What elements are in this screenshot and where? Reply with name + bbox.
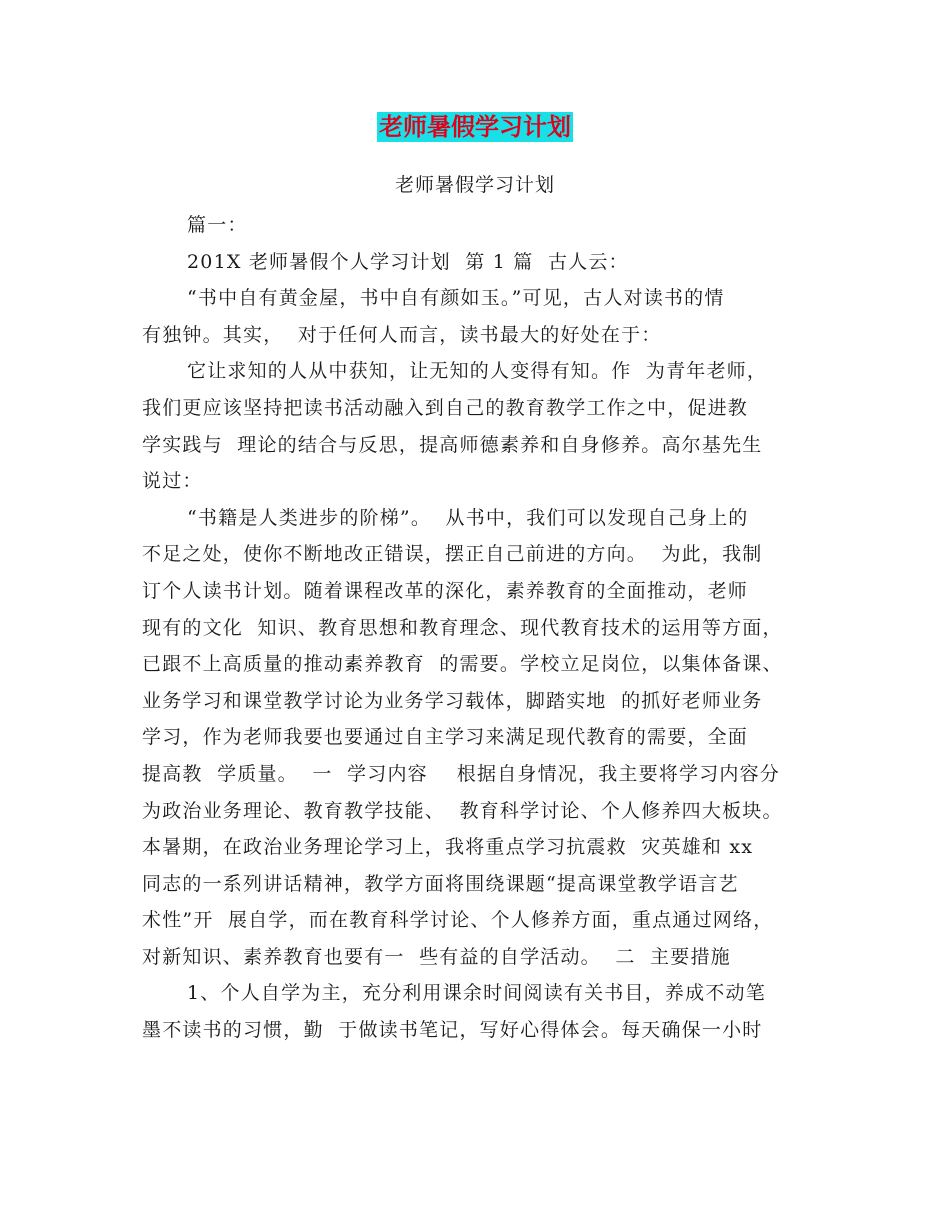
body-line: 为政治业务理论、教育教学技能、 教育科学讨论、个人修养四大板块。 <box>142 799 783 822</box>
body-line: 它让求知的人从中获知，让无知的人变得有知。作 为青年老师， <box>187 360 768 383</box>
body-line: 201X 老师暑假个人学习计划 第 1 篇 古人云： <box>187 250 629 273</box>
body-line: 订个人读书计划。随着课程改革的深化，素养教育的全面推动，老师 <box>142 579 749 602</box>
body-line: 现有的文化 知识、教育思想和教育理念、现代教育技术的运用等方面， <box>142 616 783 639</box>
body-line: 篇一： <box>187 214 248 236</box>
body-line: 学习，作为老师我要也要通过自主学习来满足现代教育的需要，全面 <box>142 726 749 749</box>
document-title: 老师暑假学习计划 <box>379 113 571 141</box>
document-subtitle: 老师暑假学习计划 <box>394 174 555 196</box>
body-line: 墨不读书的习惯，勤 于做读书笔记，写好心得体会。每天确保一小时 <box>142 1019 763 1042</box>
body-line: 已跟不上高质量的推动素养教育 的需要。学校立足岗位，以集体备课、 <box>142 653 783 676</box>
title-container <box>0 112 950 142</box>
body-line: 1、个人自学为主，充分利用课余时间阅读有关书目，养成不动笔 <box>187 982 766 1005</box>
body-line: 提高教 学质量。 一 学习内容 根据自身情况，我主要将学习内容分 <box>142 762 780 785</box>
body-line: “书中自有黄金屋，书中自有颜如玉。”可见，古人对读书的情 <box>187 287 725 310</box>
body-line: 说过： <box>142 470 203 493</box>
body-line: 术性”开 展自学，而在教育科学讨论、个人修养方面，重点通过网络， <box>142 909 774 932</box>
body-line: “书籍是人类进步的阶梯”。 从书中，我们可以发现自己身上的 <box>187 506 749 529</box>
document-body <box>142 207 822 1049</box>
body-line: 我们更应该坚持把读书活动融入到自己的教育教学工作之中，促进教 <box>142 396 749 419</box>
body-line: 业务学习和课堂教学讨论为业务学习载体，脚踏实地 的抓好老师业务 <box>142 689 763 712</box>
body-line: 学实践与 理论的结合与反思，提高师德素养和自身修养。高尔基先生 <box>142 433 763 456</box>
body-line: 本暑期，在政治业务理论学习上，我将重点学习抗震救 灾英雄和 xx <box>142 836 754 859</box>
body-line: 对新知识、素养教育也要有一 些有益的自学活动。 二 主要措施 <box>142 945 731 968</box>
body-line: 不足之处，使你不断地改正错误，摆正自己前进的方向。 为此，我制 <box>142 543 763 566</box>
body-line: 同志的一系列讲话精神，教学方面将围绕课题“提高课堂教学语言艺 <box>142 872 739 895</box>
body-line: 有独钟。其实， 对于任何人而言，读书最大的好处在于： <box>142 323 662 346</box>
